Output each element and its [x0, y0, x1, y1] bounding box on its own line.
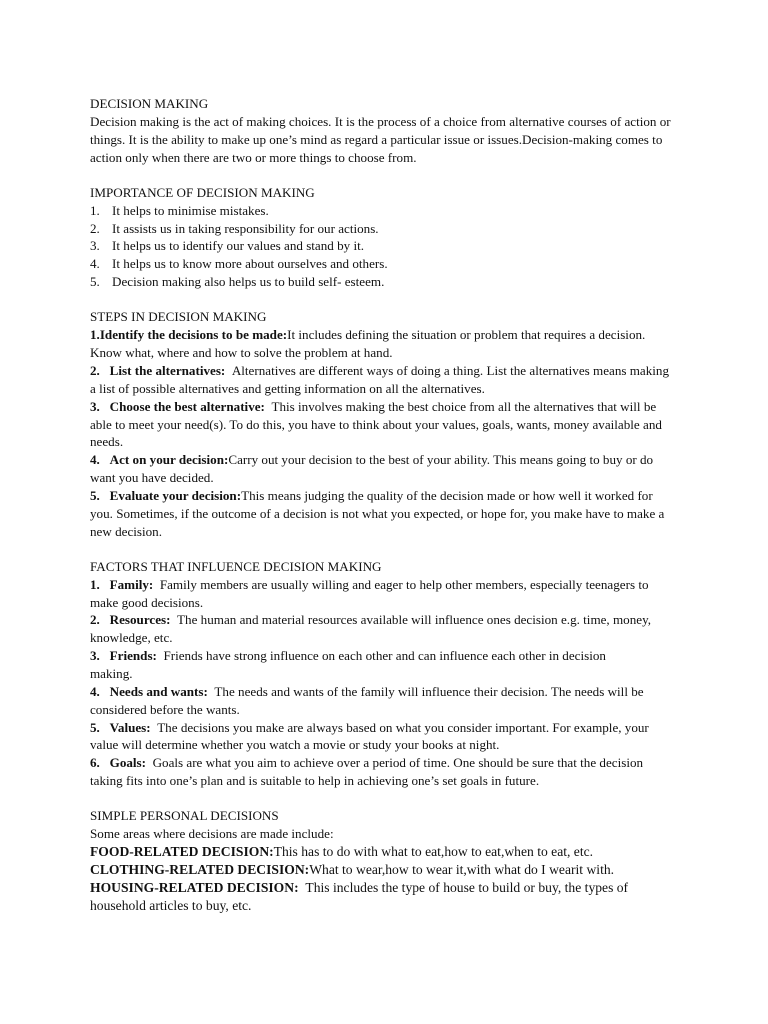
decision-type-label: CLOTHING-RELATED DECISION: — [90, 861, 310, 877]
factor-label: 2. Resources: — [90, 612, 171, 628]
factor-label: 4. Needs and wants: — [90, 683, 208, 699]
intro-text: Some areas where decisions are made include: — [90, 826, 334, 842]
factor-label: 1. Family: — [90, 576, 154, 592]
factor-label: 5. Values: — [90, 719, 151, 735]
list-item: 4. It helps us to know more about ourselves and others. — [90, 256, 388, 272]
factor-item: 1. Family: Family members are usually willing and eager to help other members, especially teenagers to make good decisions. — [90, 576, 649, 610]
section-heading: SIMPLE PERSONAL DECISIONS — [90, 808, 279, 824]
factor-item-continuation: making. — [90, 665, 133, 681]
factor-item: 6. Goals: Goals are what you aim to achieve over a period of time. One should be sure that the decision taking fits into one’s plan and is suitable to help in achieving one’s set goals in future. — [90, 755, 644, 789]
step-item: 1.Identify the decisions to be made:It includes defining the situation or problem that requires a decision. Know what, where and how to solve the problem at hand. — [90, 327, 646, 361]
section-heading: STEPS IN DECISION MAKING — [90, 309, 267, 325]
decision-type-item: FOOD-RELATED DECISION:This has to do with what to eat,how to eat,when to eat, etc. — [90, 844, 594, 860]
section-steps — [90, 308, 678, 540]
factor-item: 2. Resources: The human and material resources available will influence ones decision e.g. time, money, knowledge, etc. — [90, 612, 652, 646]
factor-item: 4. Needs and wants: The needs and wants of the family will influence their decision. The needs will be considered before the wants. — [90, 683, 644, 717]
section-heading: DECISION MAKING — [90, 96, 209, 111]
paragraph: Decision making is the act of making choices. It is the process of a choice from alternative courses of action or things. It is the ability to make up one’s mind as regard a particular issue or issues.Decision-making comes to action only when there are two or more things to choose from. — [90, 113, 671, 165]
decision-type-label: HOUSING-RELATED DECISION: — [90, 879, 299, 895]
factor-item: 5. Values: The decisions you make are always based on what you consider important. For example, your value will determine whether you watch a movie or study your books at night. — [90, 719, 649, 753]
decision-type-item: CLOTHING-RELATED DECISION:What to wear,how to wear it,with what do I wearit with. — [90, 861, 615, 877]
importance-list — [90, 202, 678, 291]
factor-label: 6. Goals: — [90, 755, 147, 771]
step-item: 4. Act on your decision:Carry out your decision to the best of your ability. This means going to buy or do want you have decided. — [90, 452, 654, 486]
list-item: 1. It helps to minimise mistakes. — [90, 202, 269, 218]
list-item: 2. It assists us in taking responsibility for our actions. — [90, 220, 379, 236]
section-importance — [90, 184, 678, 291]
step-label: 1.Identify the decisions to be made: — [90, 327, 288, 343]
step-label: 2. List the alternatives: — [90, 362, 226, 378]
section-decision-making — [90, 95, 678, 166]
section-heading: FACTORS THAT INFLUENCE DECISION MAKING — [90, 558, 382, 574]
decision-type-item: HOUSING-RELATED DECISION: This includes the type of house to build or buy, the types of household articles to buy, etc. — [90, 879, 629, 913]
list-item: 5. Decision making also helps us to build self- esteem. — [90, 274, 385, 290]
step-label: 5. Evaluate your decision: — [90, 487, 242, 503]
section-factors — [90, 558, 678, 790]
section-heading: IMPORTANCE OF DECISION MAKING — [90, 184, 315, 200]
step-label: 3. Choose the best alternative: — [90, 398, 265, 414]
factor-item: 3. Friends: Friends have strong influence on each other and can influence each other in decision — [90, 648, 606, 664]
document-page — [90, 95, 678, 914]
step-item: 2. List the alternatives: Alternatives are different ways of doing a thing. List the alternatives means making a list of possible alternatives and getting information on all the alternatives. — [90, 362, 670, 396]
step-item: 3. Choose the best alternative: This involves making the best choice from all the alternatives that will be able to meet your need(s). To do this, you have to think about your values, goals, wants, money available and needs. — [90, 398, 662, 450]
section-personal-decisions — [90, 807, 678, 914]
step-item: 5. Evaluate your decision:This means judging the quality of the decision made or how well it worked for you. Sometimes, if the outcome of a decision is not what you expected, or hope for, you make have to make a new decision. — [90, 487, 665, 539]
factor-label: 3. Friends: — [90, 648, 157, 664]
list-item: 3. It helps us to identify our values and stand by it. — [90, 238, 365, 254]
decision-type-label: FOOD-RELATED DECISION: — [90, 844, 274, 860]
step-label: 4. Act on your decision: — [90, 452, 229, 468]
